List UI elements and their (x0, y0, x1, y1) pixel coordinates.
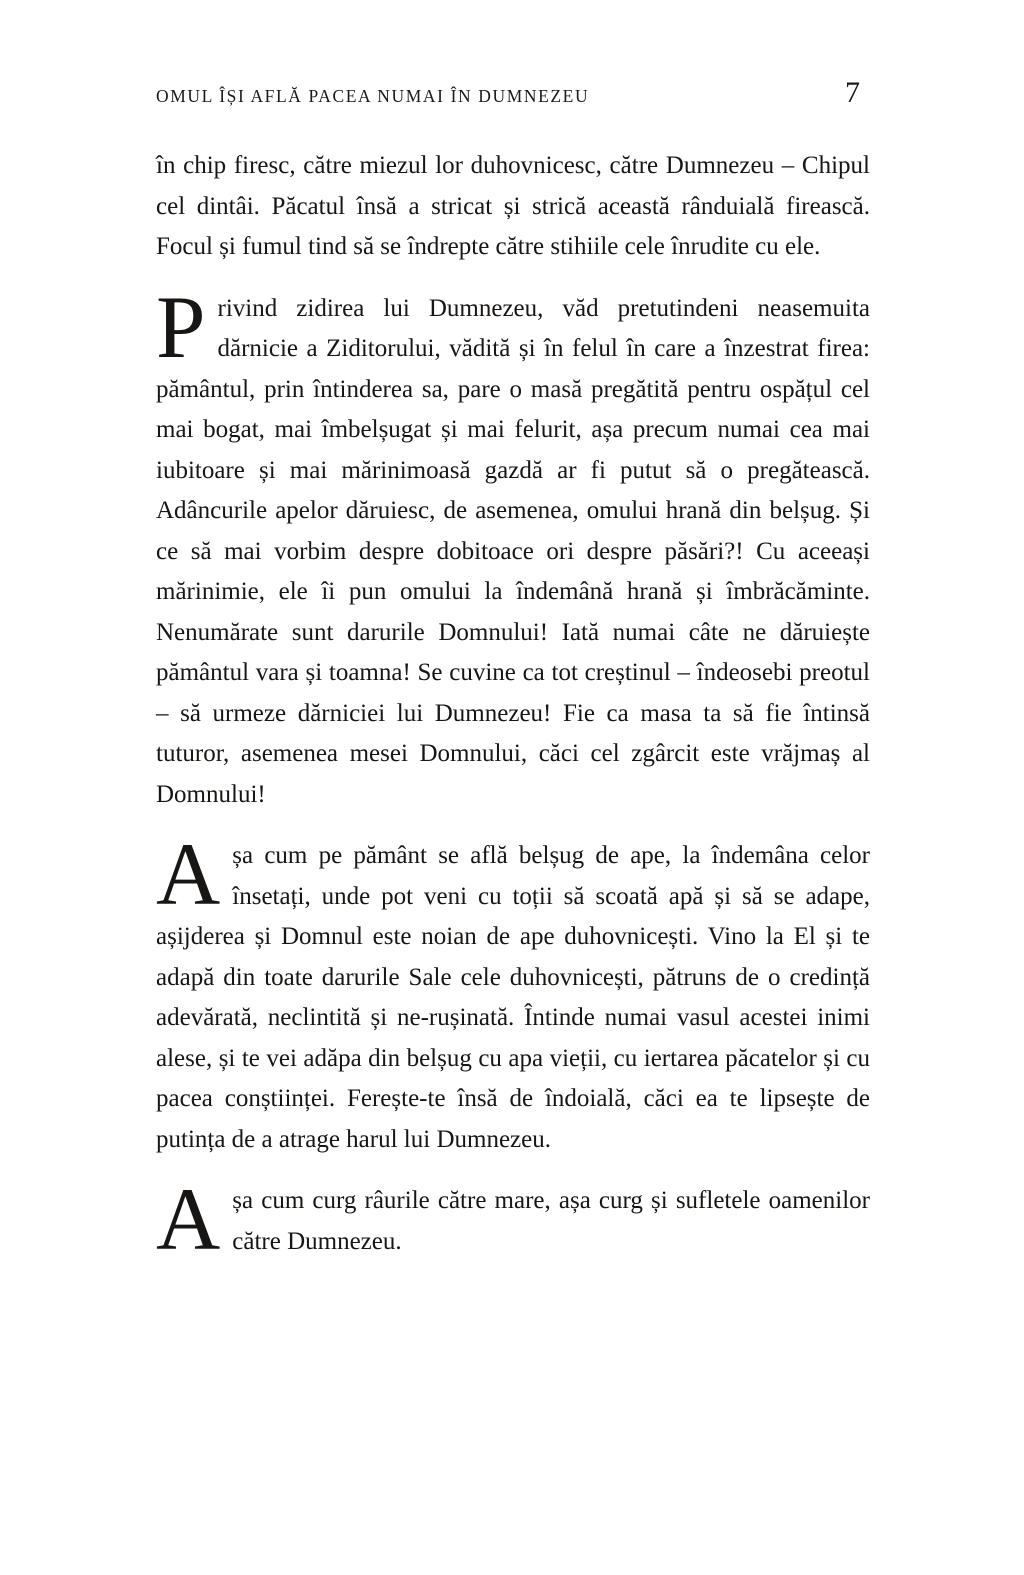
paragraph (156, 1171, 870, 1269)
running-header-title: OMUL ÎȘI AFLĂ PACEA NUMAI ÎN DUMNEZEU (156, 86, 590, 106)
paragraph (156, 278, 870, 816)
paragraph-continuation: în chip firesc, către miezul lor duhovnicesc, către Dumnezeu – Chipul cel dintâi. Păcatul însă a stricat și strică această rânduială firească. Focul și fumul tind să se îndrepte către stihiile cele înrudite cu ele. (156, 152, 870, 260)
page-number: 7 (845, 76, 860, 109)
dropcap-initial: P (156, 278, 206, 377)
paragraph-text: șa cum curg râurile către mare, așa curg și sufletele oamenilor către Dumnezeu. (232, 1187, 870, 1255)
dropcap-initial: A (156, 1171, 221, 1269)
running-header (156, 76, 870, 110)
paragraph (156, 826, 870, 1160)
paragraph-text: rivind zidirea lui Dumnezeu, văd pretutindeni neasemuita dărnicie a Ziditorului, vădită și în felul în care a înzestrat firea: pământul, prin întinderea sa, pare o masă pregătită pentru ospățul cel mai bogat, mai îmbelșugat și mai felurit, așa precum numai cea mai iubitoare și mai mărinimoasă gazdă ar fi putut să o pregătească. Adâncurile apelor dăruiesc, de asemenea, omului hrană din belșug. Și ce să mai vorbim despre dobitoace ori despre păsări?! Cu aceeași mărinimie, ele îi pun omului la îndemână hrană și îmbrăcăminte. Nenumărate sunt darurile Domnului! Iată numai câte ne dăruiește pământul vara și toamna! Se cuvine ca tot creștinul – îndeosebi preotul – să urmeze dărniciei lui Dumnezeu! Fie ca masa ta să fie întinsă tuturor, asemenea mesei Domnului, căci cel zgârcit este vrăjmaș al Domnului! (156, 294, 870, 808)
dropcap-initial: A (156, 826, 221, 924)
paragraph-text: șa cum pe pământ se află belșug de ape, la îndemâna celor însetați, unde pot veni cu toții să scoată apă și să se adape, așijderea și Domnul este noian de ape duhovnicești. Vino la El și te adapă din toate darurile Sale cele duhovnicești, pătruns de o credință adevărată, neclintită și ne-rușinată. Întinde numai vasul acestei inimi alese, și te vei adăpa din belșug cu apa vieții, cu iertarea păcatelor și cu pacea conștiinței. Ferește-te însă de îndoială, căci ea te lipsește de putința de a atrage harul lui Dumnezeu. (156, 842, 870, 1153)
body-text (156, 146, 870, 1283)
